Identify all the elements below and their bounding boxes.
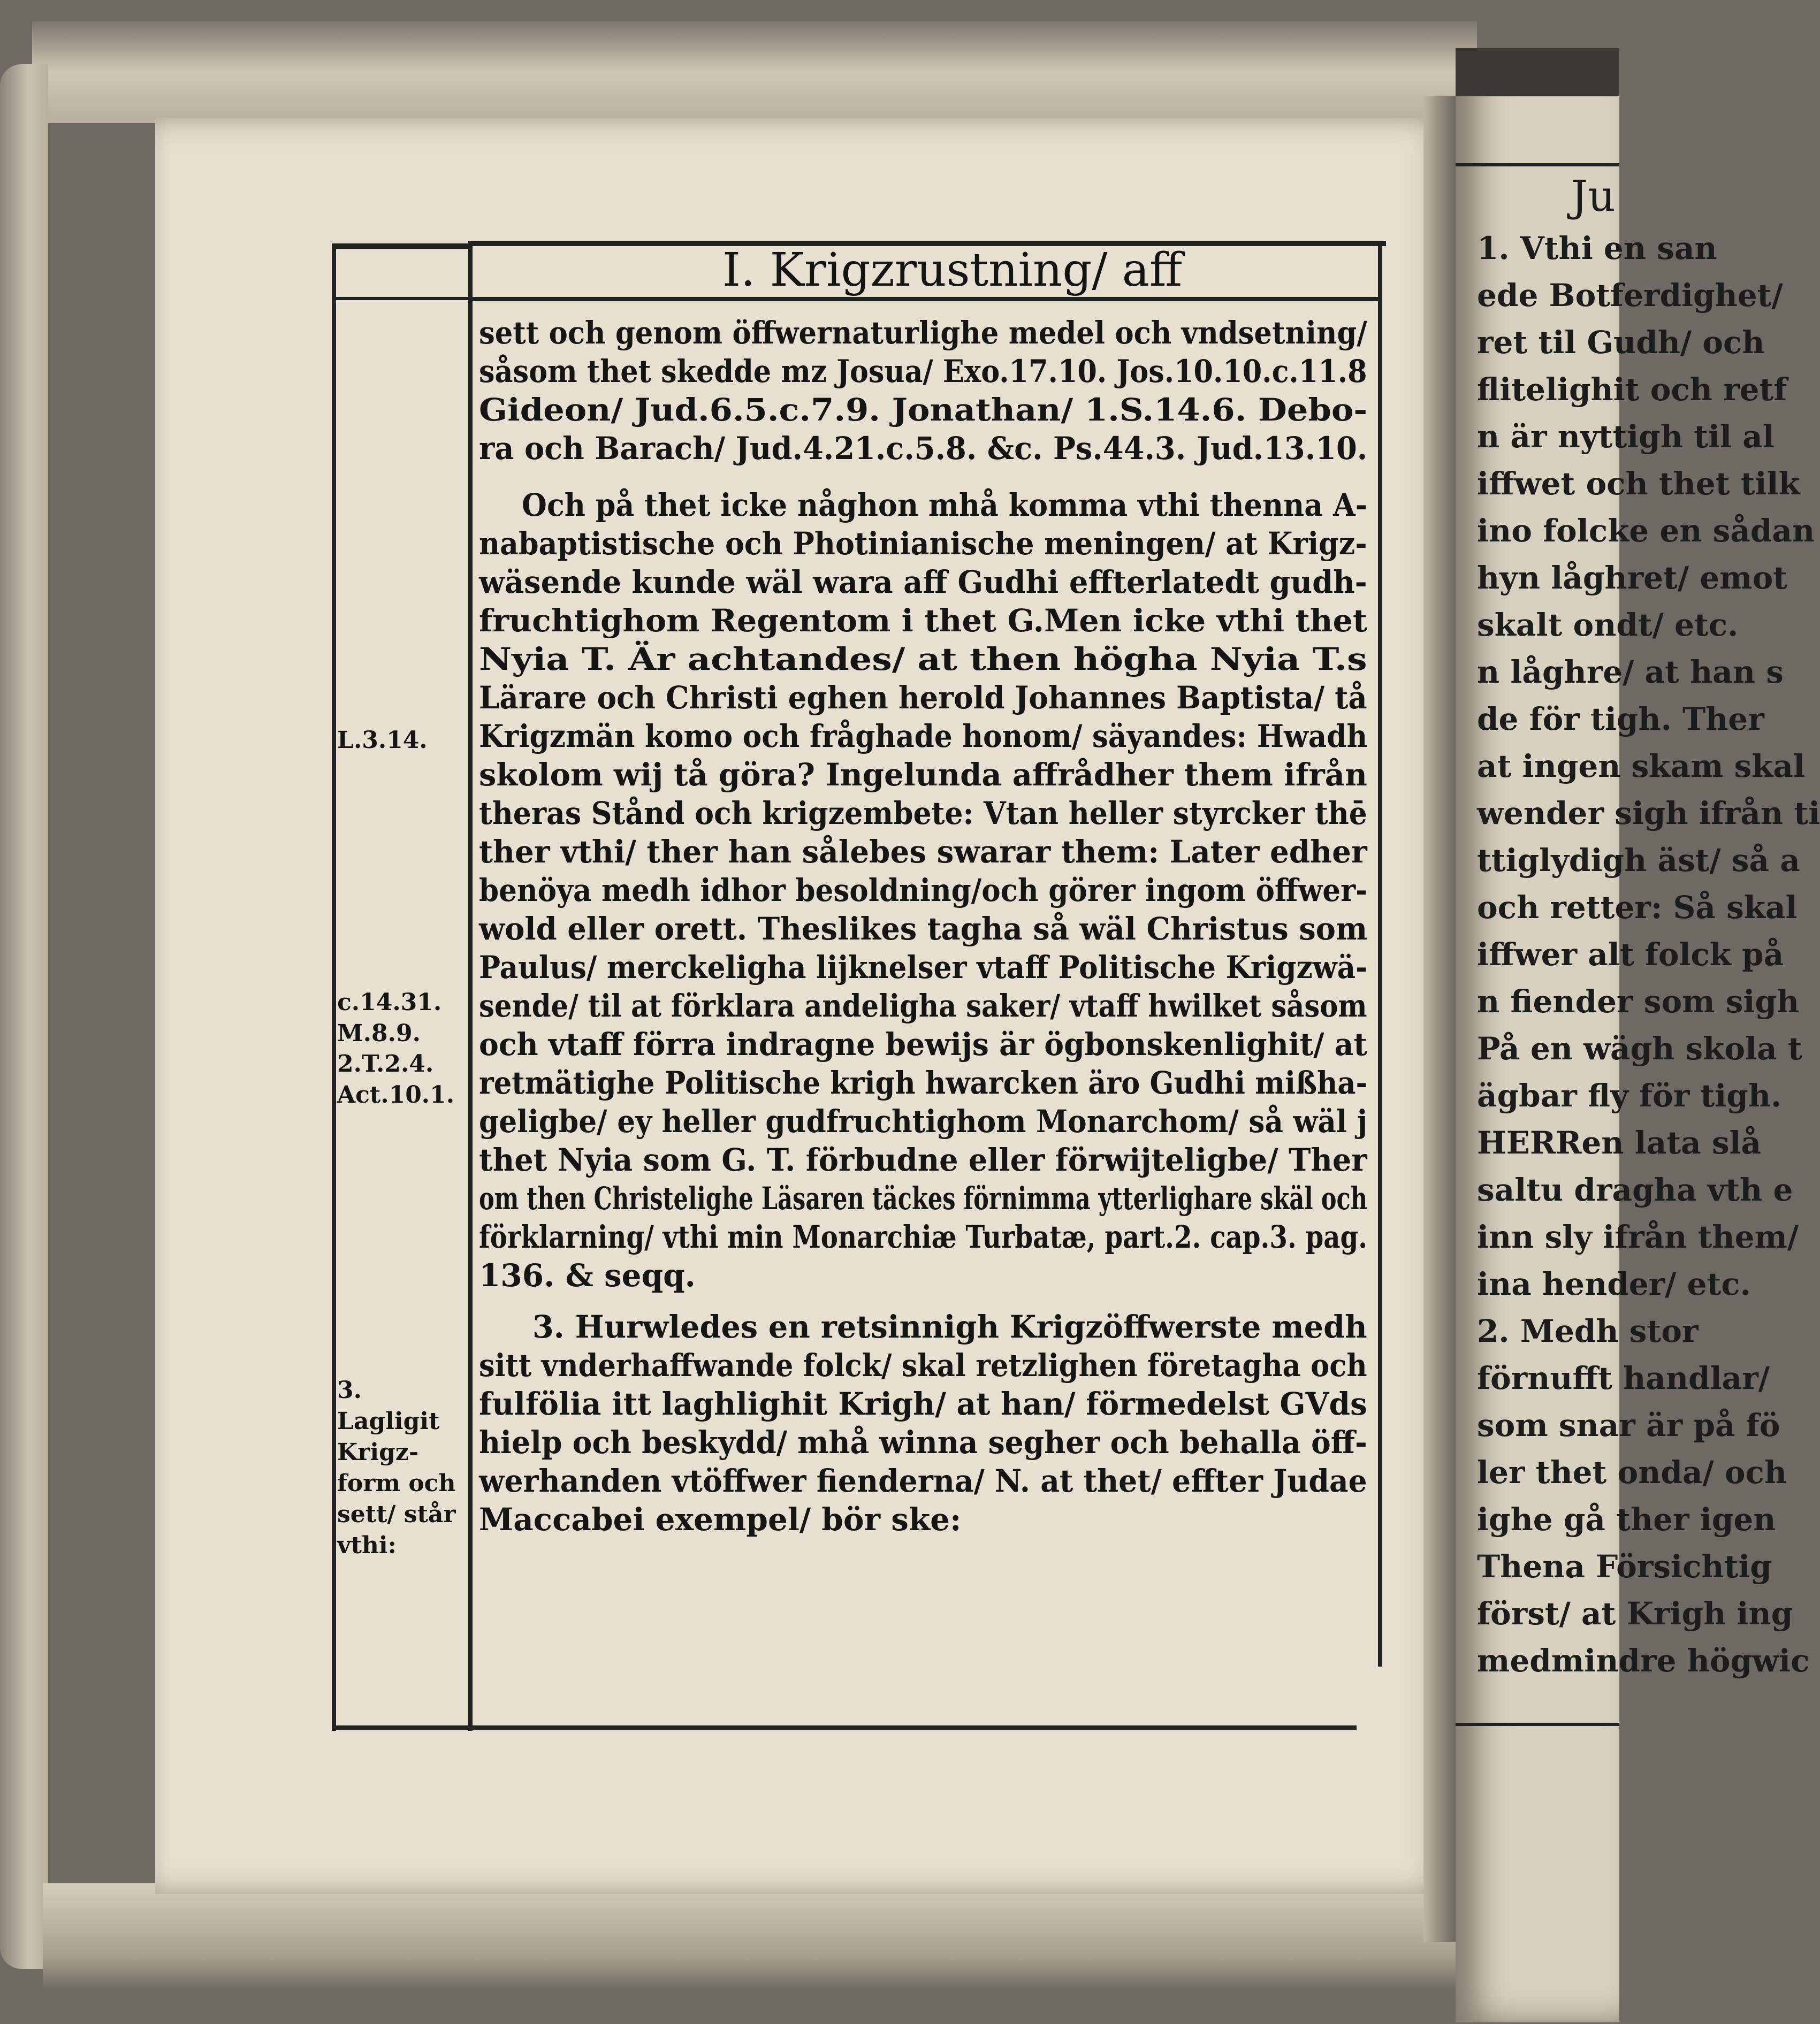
book-top-edge [32,21,1477,123]
right-page-line: På en wägh skola t [1477,1030,1802,1067]
margin-note: Krigz- [337,1439,419,1466]
right-page-line: 2. Medh stor [1477,1313,1699,1349]
right-page-line: HERRen lata slå [1477,1125,1762,1161]
right-page-line: at ingen skam skal [1477,748,1806,784]
right-page-line: ler thet onda/ och [1477,1454,1787,1491]
body-line: och vtaff förra indragne bewijs är ögbonskenlighit/ at [479,1026,1367,1063]
right-page-line: flitelighit och retf [1477,371,1787,408]
frame-rule-bottom-left [332,1725,468,1730]
frame-rule-margin [468,243,473,1731]
right-page-line: wender sigh ifrån ti [1477,795,1820,831]
right-page-line: och retter: Så skal [1477,889,1798,926]
right-page-line: n är nyttigh til al [1477,418,1775,455]
body-line: ra och Barach/ Jud.4.21.c.5.8. &c. Ps.44.3. Jud.13.10. [479,430,1368,467]
frame-rule-right [1378,243,1382,1667]
body-line: Lärare och Christi eghen herold Johannes Baptista/ tå [479,679,1367,716]
body-line: skolom wij tå göra? Ingelunda affrådher them ifrån [479,757,1367,793]
right-page-shadow [1456,48,1619,96]
body-line: wäsende kunde wäl wara aff Gudhi effterlatedt gudh- [479,564,1367,600]
body-line: werhanden vtöffwer fienderna/ N. at thet/ effter Judae [479,1463,1367,1499]
body-line: fruchtighom Regentom i thet G.Men icke vthi thet [479,602,1368,639]
right-page-title: Ju [1571,171,1616,221]
right-page-line: ttiglydigh äst/ så a [1477,842,1800,879]
margin-note: vthi: [337,1532,397,1559]
body-line: benöya medh idhor besoldning/och görer ingom öffwer- [479,872,1368,908]
body-line: thet Nyia som G. T. förbudne eller förwijteligbe/ Ther [479,1142,1367,1178]
margin-note: form och [337,1470,456,1497]
margin-note: sett/ står [337,1501,456,1528]
body-line: nabaptistische och Photinianische meningen/ at Krigz- [479,525,1367,562]
right-page-line: ede Botferdighet/ [1477,277,1783,314]
right-page-line: 1. Vthi en san [1477,230,1717,266]
right-page-line: först/ at Krigh ing [1477,1595,1793,1632]
book-fore-edge [0,64,48,1969]
right-page-line: n fiender som sigh [1477,983,1800,1020]
margin-note: c.14.31. [337,989,442,1016]
margin-note: 3. [337,1377,362,1404]
book-bottom-edge [43,1883,1477,1990]
body-line: retmätighe Politische krigh hwarcken äro Gudhi mißha- [479,1065,1368,1101]
frame-rule-margin-top [332,297,468,300]
margin-note: 2.T.2.4. [337,1050,434,1078]
body-line: hielp och beskydd/ mhå winna segher och behalla öff- [479,1424,1367,1461]
right-page-line: saltu dragha vth e [1477,1172,1793,1208]
right-page-line: hyn låghret/ emot [1477,560,1787,596]
right-page-line: förnufft handlar/ [1477,1360,1770,1396]
body-line: theras Stånd och krigzembete: Vtan heller styrcker thē [479,795,1367,831]
body-line: förklarning/ vthi min Monarchiæ Turbatæ, part.2. cap.3. pag. [479,1219,1368,1255]
right-page [1456,48,1820,2022]
right-page-line: skalt ondt/ etc. [1477,607,1739,643]
frame-rule-top-left [332,243,468,249]
margin-note: Lagligit [337,1408,440,1435]
body-line: sitt vnderhaffwande folck/ skal retzlighen företagha och [479,1347,1367,1384]
right-page-text [1477,225,1820,1684]
body-line: Maccabei exempel/ bör ske: [479,1501,962,1538]
margin-note: Act.10.1. [337,1081,455,1109]
body-line: Gideon/ Jud.6.5.c.7.9. Jonathan/ 1.S.14.6. Debo- [479,392,1368,428]
right-page-line: ino folcke en sådan [1477,513,1815,549]
body-line: om then Christelighe Läsaren täckes förnimma ytterlighare skäl och [479,1180,1368,1217]
body-line: 136. & seqq. [479,1257,696,1294]
right-page-line: ina hender/ etc. [1477,1266,1751,1302]
body-line: sende/ til at förklara andeligha saker/ vtaff hwilket såsom [479,988,1367,1024]
running-head: I. Krigzrustning/ aff [722,243,1183,297]
right-page-line: som snar är på fö [1477,1407,1780,1443]
margin-note: M.8.9. [337,1020,421,1047]
right-page-head-rule [1456,163,1619,166]
right-page-line: n låghre/ at han s [1477,654,1784,690]
body-line: Och på thet icke någhon mhå komma vthi thenna A- [522,487,1368,523]
right-page-line: inn sly ifrån them/ [1477,1219,1799,1255]
right-page-line: iffwer alt folck på [1477,936,1784,973]
right-page-line: iffwet och thet tilk [1477,465,1800,502]
body-line: fulfölia itt laghlighit Krigh/ at han/ förmedelst GVds [479,1386,1367,1422]
body-line: wold eller orett. Theslikes tagha så wäl Christus som [479,911,1368,947]
right-page-line: ägbar fly för tigh. [1477,1078,1782,1114]
body-line: såsom thet skedde mz Josua/ Exo.17.10. Jos.10.10.c.11.8 [479,353,1367,389]
body-line: Nyia T. Är achtandes/ at then högha Nyia T.s [479,641,1367,677]
body-line: Krigzmän komo och fråghade honom/ säyandes: Hwadh [479,718,1368,754]
body-line: geligbe/ ey heller gudfruchtighom Monarchom/ så wäl j [479,1103,1367,1140]
frame-rule-left [332,243,336,1731]
right-page-line: de för tigh. Ther [1477,701,1764,737]
right-page-foot-rule [1456,1723,1619,1726]
frame-rule-bottom [468,1725,1357,1730]
body-line: 3. Hurwledes en retsinnigh Krigzöffwerste medh [532,1309,1367,1345]
right-page-line: medmindre högwic [1477,1643,1810,1679]
right-page-line: ighe gå ther igen [1477,1501,1776,1538]
body-line: Paulus/ merckeligha lijknelser vtaff Politische Krigzwä- [479,949,1368,986]
right-page-line: ret til Gudh/ och [1477,324,1765,361]
body-line: ther vthi/ ther han sålebes swarar them: Later edher [479,834,1367,870]
margin-note: L.3.14. [337,727,428,754]
body-line: sett och genom öffwernaturlighe medel och vndsetning/ [479,315,1367,351]
right-page-line: Thena Försichtig [1477,1548,1772,1585]
